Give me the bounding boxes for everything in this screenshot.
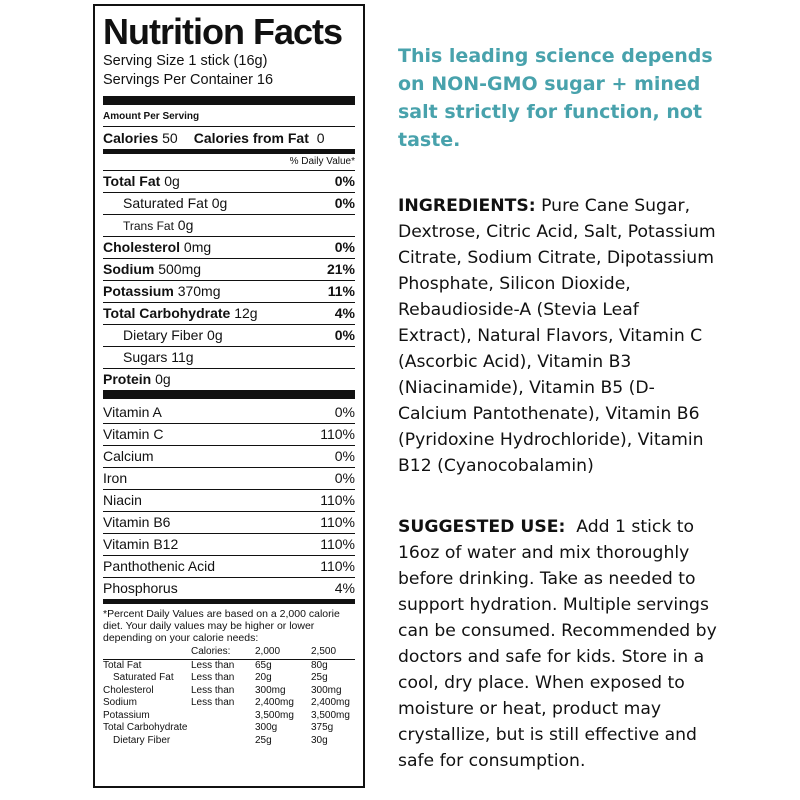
table-row: [103, 672, 355, 685]
nutrient-name: Total Carbohydrate: [103, 305, 231, 321]
table-cell: 375g: [311, 722, 334, 733]
nutrient-row: [103, 259, 355, 280]
servings-per-container: Servings Per Container 16: [103, 72, 274, 88]
vitamin-name: Panthothenic Acid: [103, 558, 216, 574]
vitamin-row: [103, 512, 355, 533]
table-cell: Calories:: [191, 646, 231, 657]
daily-value-header: % Daily Value*: [289, 156, 355, 167]
nutrient-dv: 0%: [334, 327, 355, 343]
vitamin-name: Phosphorus: [103, 580, 178, 596]
calories-fat-value: 0: [316, 130, 325, 146]
divider-thick: [103, 96, 355, 105]
table-row: [103, 697, 355, 710]
table-cell: 65g: [255, 659, 272, 671]
nutrient-row: [103, 215, 355, 236]
table-cell: Total Fat: [103, 659, 142, 671]
table-row: [103, 660, 355, 673]
vitamin-name: Calcium: [103, 448, 154, 464]
ingredients-heading: INGREDIENTS:: [398, 196, 536, 216]
nutrient-amount: 0mg: [183, 239, 212, 255]
table-cell: 2,400mg: [311, 697, 350, 708]
nutrient-dv: 4%: [334, 305, 355, 321]
vitamin-row: [103, 446, 355, 467]
vitamin-dv: 110%: [320, 426, 355, 442]
calories-value: 50: [162, 130, 178, 146]
nutrient-row: [103, 347, 355, 368]
amount-per-serving: Amount Per Serving: [103, 111, 200, 122]
table-cell: 20g: [255, 672, 272, 683]
nutrient-amount: 11g: [171, 349, 194, 365]
nutrient-amount: 0g: [211, 195, 228, 211]
table-cell: 2,400mg: [255, 697, 294, 708]
vitamin-dv: 110%: [320, 536, 355, 552]
vitamin-row: [103, 556, 355, 577]
table-cell: [191, 710, 255, 723]
table-cell: Less than: [191, 684, 235, 696]
nutrient-amount: 370mg: [177, 283, 221, 299]
nutrition-facts-label: [93, 4, 365, 788]
suggested-use-text: Add 1 stick to 16oz of water and mix thoroughly before drinking. Take as needed to support hydration. Multiple servings can be consumed. Recommended by doctors and safe for kids. Store in a cool, dry place. When exposed to moisture or heat, product may crystallize, but is still effective and safe for consumption.: [398, 517, 717, 771]
nutrient-name: Protein: [103, 371, 152, 387]
nutrient-name: Sugars: [123, 349, 168, 365]
calories-row: [103, 127, 355, 149]
vitamin-dv: 110%: [320, 492, 355, 508]
nutrient-amount: 0g: [177, 217, 194, 233]
nutrient-dv: 11%: [327, 283, 355, 299]
nutrient-row: [103, 237, 355, 258]
nutrient-name: Trans Fat: [123, 219, 174, 233]
vitamin-name: Iron: [103, 470, 128, 486]
vitamin-name: Vitamin C: [103, 426, 164, 442]
nutrient-dv: 0%: [334, 239, 355, 255]
nutrient-dv: 21%: [326, 261, 355, 277]
table-cell: [103, 646, 191, 659]
table-row: [103, 735, 355, 748]
serving-size: Serving Size 1 stick (16g): [103, 53, 268, 69]
table-header-row: [103, 646, 355, 659]
table-cell: 3,500mg: [311, 709, 350, 721]
vitamin-dv: 110%: [320, 558, 355, 574]
nutrient-name: Cholesterol: [103, 239, 181, 255]
table-cell: 30g: [311, 734, 328, 746]
table-cell: 80g: [311, 659, 328, 671]
calories-label: Calories: [103, 130, 159, 146]
vitamin-row: [103, 578, 355, 599]
nutrient-name: Total Fat: [103, 173, 161, 189]
table-cell: 25g: [255, 734, 272, 746]
vitamin-row: [103, 490, 355, 511]
table-cell: [191, 735, 255, 748]
table-cell: Dietary Fiber: [113, 734, 171, 746]
vitamin-name: Vitamin B12: [103, 536, 179, 552]
vitamin-name: Vitamin B6: [103, 514, 171, 530]
nutrient-dv: 0%: [334, 173, 355, 189]
daily-values-footnote: *Percent Daily Values are based on a 2,000 calorie diet. Your daily values may be higher or lower depending on your calorie needs:: [103, 608, 340, 644]
table-cell: Sodium: [103, 697, 137, 708]
ingredients-section: [398, 193, 718, 479]
table-cell: 3,500mg: [255, 709, 294, 721]
vitamin-name: Niacin: [103, 492, 142, 508]
table-cell: 300mg: [255, 684, 286, 696]
table-row: [103, 722, 355, 735]
table-row: [103, 710, 355, 723]
table-cell: 2,500: [311, 646, 337, 657]
nutrient-row: [103, 281, 355, 302]
table-cell: Cholesterol: [103, 684, 154, 696]
nutrition-facts-title: Nutrition Facts: [103, 11, 343, 52]
calories-fat-label: Calories from Fat: [193, 130, 309, 146]
vitamin-dv: 4%: [334, 580, 355, 596]
vitamin-row: [103, 534, 355, 555]
table-cell: Less than: [191, 659, 235, 671]
vitamin-name: Vitamin A: [103, 404, 162, 420]
table-cell: Less than: [191, 697, 235, 708]
nutrient-name: Sodium: [103, 261, 155, 277]
nutrient-amount: 0g: [164, 173, 180, 189]
table-cell: Saturated Fat: [113, 672, 174, 683]
vitamin-row: [103, 402, 355, 423]
ingredients-text: Pure Cane Sugar, Dextrose, Citric Acid, Salt, Potassium Citrate, Sodium Citrate, Dipotassium Phosphate, Silicon Dioxide, Rebaudioside-A (Stevia Leaf Extract), Natural Flavors, Vitamin C (Ascorbic Acid), Vitamin B3 (Niacinamide), Vitamin B5 (D-Calcium Pantothenate), Vitamin B6 (Pyridoxine Hydrochloride), Vitamin B12 (Cyanocobalamin): [398, 196, 716, 476]
suggested-use-section: [398, 514, 718, 774]
nutrient-row: [103, 193, 355, 214]
table-cell: 300g: [255, 722, 278, 733]
nutrient-name: Dietary Fiber: [123, 327, 204, 343]
nutrient-amount: 500mg: [158, 261, 202, 277]
nutrient-row: [103, 325, 355, 346]
nutrient-dv: 0%: [334, 195, 355, 211]
table-cell: Potassium: [103, 709, 150, 721]
table-cell: 2,000: [255, 646, 281, 657]
nutrient-row: [103, 369, 355, 390]
nutrient-row: [103, 303, 355, 324]
nutrient-row: [103, 171, 355, 192]
nutrient-amount: 12g: [234, 305, 258, 321]
vitamin-dv: 0%: [334, 470, 355, 486]
nutrient-name: Saturated Fat: [123, 195, 208, 211]
nutrient-amount: 0g: [207, 327, 223, 343]
vitamin-row: [103, 424, 355, 445]
vitamin-dv: 0%: [334, 404, 355, 420]
nutrient-name: Potassium: [103, 283, 174, 299]
suggested-use-heading: SUGGESTED USE:: [398, 517, 566, 537]
table-row: [103, 685, 355, 698]
vitamin-row: [103, 468, 355, 489]
vitamin-dv: 0%: [334, 448, 355, 464]
divider-thick: [103, 390, 355, 399]
table-cell: 25g: [311, 672, 328, 683]
table-cell: Less than: [191, 672, 235, 683]
daily-values-table: [103, 646, 355, 747]
vitamin-dv: 110%: [320, 514, 355, 530]
nutrient-amount: 0g: [155, 371, 171, 387]
tagline: This leading science depends on NON-GMO sugar + mined salt strictly for function, not taste.: [398, 45, 713, 151]
table-cell: 300mg: [311, 684, 342, 696]
table-cell: Total Carbohydrate: [103, 722, 188, 733]
